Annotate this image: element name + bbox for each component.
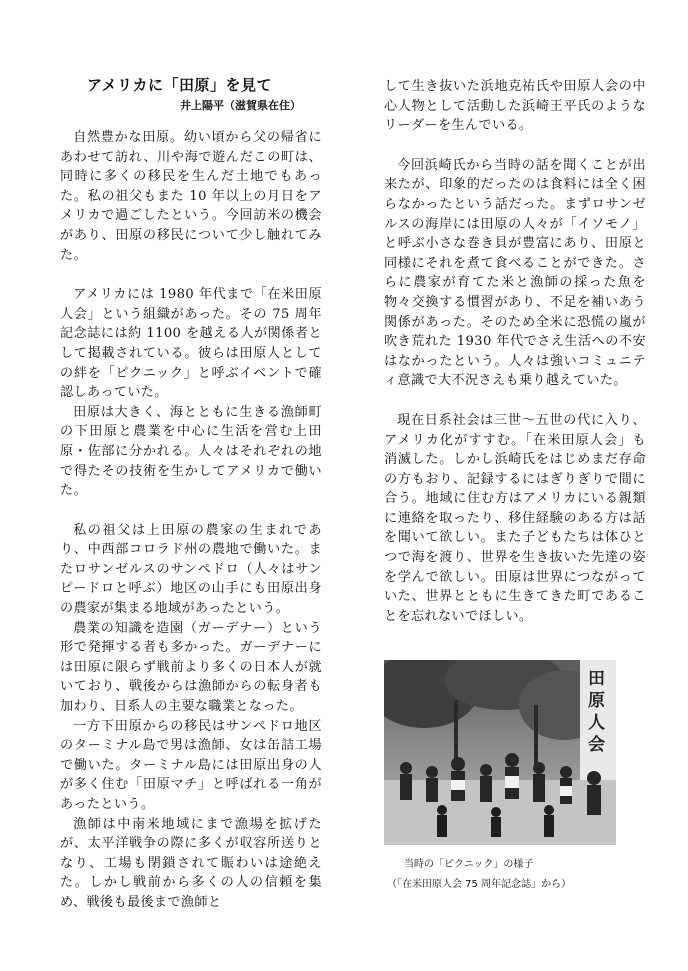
- paragraph: 一方下田原からの移民はサンペドロ地区のターミナル島で男は漁師、女は缶詰工場で働いた。ターミナル島には田原出身の人が多く住む「田原マチ」と呼ばれる一角があったという。: [60, 718, 322, 812]
- paragraph: して生き抜いた浜地克祐氏や田原人会の中心人物として活動した浜崎王平氏のようなリーダーを生んでいる。: [384, 79, 646, 134]
- photo-caption: 当時の「ピクニック」の様子: [404, 859, 534, 870]
- paragraph: 農業の知識を造園（ガーデナー）という形で発揮する者も多かった。ガーデナーには田原に限らず戦前より多くの日本人が就いており、戦後からは漁師からの転身者も加わり、日系人の主要な職業となった。: [60, 620, 322, 715]
- paragraph: 今回浜崎氏から当時の話を聞くことが出来たが、印象的だったのは食料には全く困らなかったという話だった。まずロサンゼルスの海岸には田原の人々が「イソモノ」と呼ぶ小さな巻き貝が豊富にあり、田原と同様にそれを煮て食べることができた。さらに農家が育てた米と漁師の採った魚を物々交換する慣習があり、不足を補いあう関係があった。そのため全米に恐慌の嵐が吹き荒れた 1930 年代でさえ生活への不安はなかったという。人々は強いコミュニティ意識で大不況さえも乗り越えていた。: [384, 157, 646, 389]
- photo-banner-text: 田原人会: [588, 669, 605, 755]
- picnic-photo: [384, 660, 616, 845]
- paragraph: 田原は大きく、海とともに生きる漁師町の下田原と農業を中心に生活を営む上田原・佐部に分かれる。人々はそれぞれの地で得たその技術を生かしてアメリカで働いた。: [60, 404, 322, 499]
- article-title: アメリカに「田原」を見て: [87, 76, 272, 94]
- paragraph: 自然豊かな田原。幼い頃から父の帰省にあわせて訪れ、川や海で遊んだこの町は、同時に多くの移民を生んだ土地でもあった。私の祖父もまた 10 年以上の月日をアメリカで過ごしたという。今回訪米の機会があり、田原の移民について少し触れてみた。: [60, 130, 322, 263]
- paragraph: 私の祖父は上田原の農家の生まれであり、中西部コロラド州の農地で働いた。またロサンゼルスのサンペドロ（人々はサンピードロと呼ぶ）地区の山手にも田原出身の農家が集まる地域があったという。: [60, 522, 322, 617]
- paragraph: アメリカには 1980 年代まで「在米田原人会」という組織があった。その 75 周年記念誌には約 1100 を越える人が関係者として掲載されている。彼らは田原人としての絆を「ピクニック」と呼ぶイベントで確認しあっていた。: [60, 287, 322, 401]
- photo-source: （「在米田原人会 75 周年記念誌」から）: [387, 879, 572, 890]
- right-column: [384, 77, 646, 626]
- paragraph: 現在日系社会は三世～五世の代に入り、アメリカ化がすすむ。「在米田原人会」も消滅した。しかし浜崎氏をはじめまだ存命の方もおり、記録するにはぎりぎりで間に合う。地域に住む方はアメリカにいる親類に連絡を取ったり、移住経験のある方は話を聞いて欲しい。また子どもたちは体ひとつで海を渡り、世界を生き抜いた先達の姿を学んで欲しい。田原は世界につながっていた、世界とともに生きてきた町であることを忘れないでほしい。: [384, 412, 646, 624]
- left-column: [60, 128, 322, 913]
- article-author: 井上陽平（滋賀県在住）: [180, 99, 301, 112]
- paragraph: 漁師は中南米地域にまで漁場を拡げたが、太平洋戦争の際に多くが収容所送りとなり、工場も閉鎖されて賑わいは途絶えた。しかし戦前から多くの人の信頼を集め、戦後も最後まで漁師と: [60, 816, 322, 910]
